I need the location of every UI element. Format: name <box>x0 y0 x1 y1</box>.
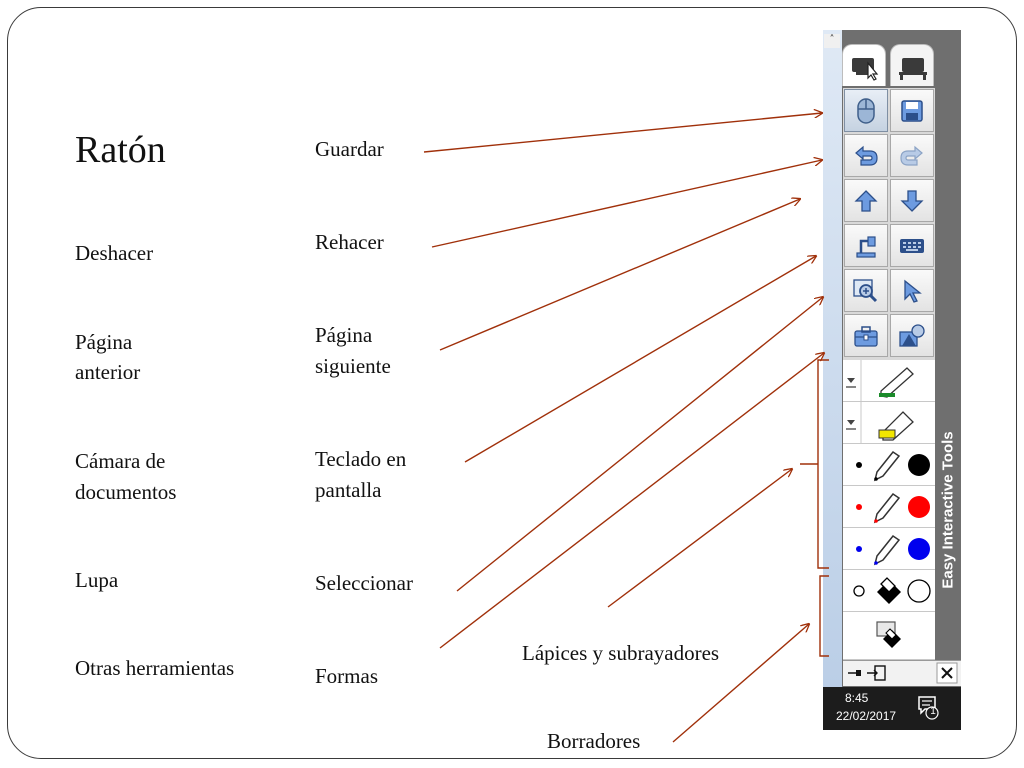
label-pagina-anterior-line2: anterior <box>75 360 141 384</box>
arrow-guardar <box>424 113 822 152</box>
label-pagina-anterior-line1: Página <box>75 330 133 354</box>
label-pagina-siguiente-line2: siguiente <box>315 354 391 378</box>
arrow-borradores <box>673 624 809 742</box>
arrow-pagina-siguiente <box>440 199 800 350</box>
arrow-teclado <box>465 256 816 462</box>
label-deshacer: Deshacer <box>75 241 154 265</box>
bracket-borradores <box>820 576 829 656</box>
arrow-seleccionar <box>457 297 823 591</box>
arrow-formas <box>440 353 824 648</box>
notification-count: 1 <box>930 706 936 717</box>
label-borradores: Borradores <box>547 729 641 753</box>
label-guardar: Guardar <box>315 137 384 161</box>
label-lupa: Lupa <box>75 568 119 592</box>
arrow-rehacer <box>432 160 822 247</box>
taskbar-time: 8:45 <box>845 691 869 705</box>
arrow-lapices <box>608 469 792 607</box>
label-seleccionar: Seleccionar <box>315 571 413 595</box>
taskbar-date: 22/02/2017 <box>836 709 897 723</box>
scroll-up-icon[interactable]: ˄ <box>824 34 840 48</box>
label-pagina-siguiente-line1: Página <box>315 323 373 347</box>
label-otras-herramientas: Otras herramientas <box>75 656 235 680</box>
bracket-lapices <box>800 360 829 568</box>
label-teclado-line2: pantalla <box>315 478 382 502</box>
label-rehacer: Rehacer <box>315 230 384 254</box>
slide-title: Ratón <box>75 129 166 171</box>
label-formas: Formas <box>315 664 378 688</box>
label-teclado-line1: Teclado en <box>315 447 407 471</box>
toolbar-name: Easy Interactive Tools <box>939 431 957 589</box>
label-camara-line2: documentos <box>75 480 177 504</box>
label-camara-line1: Cámara de <box>75 449 166 473</box>
label-lapices: Lápices y subrayadores <box>522 641 720 665</box>
